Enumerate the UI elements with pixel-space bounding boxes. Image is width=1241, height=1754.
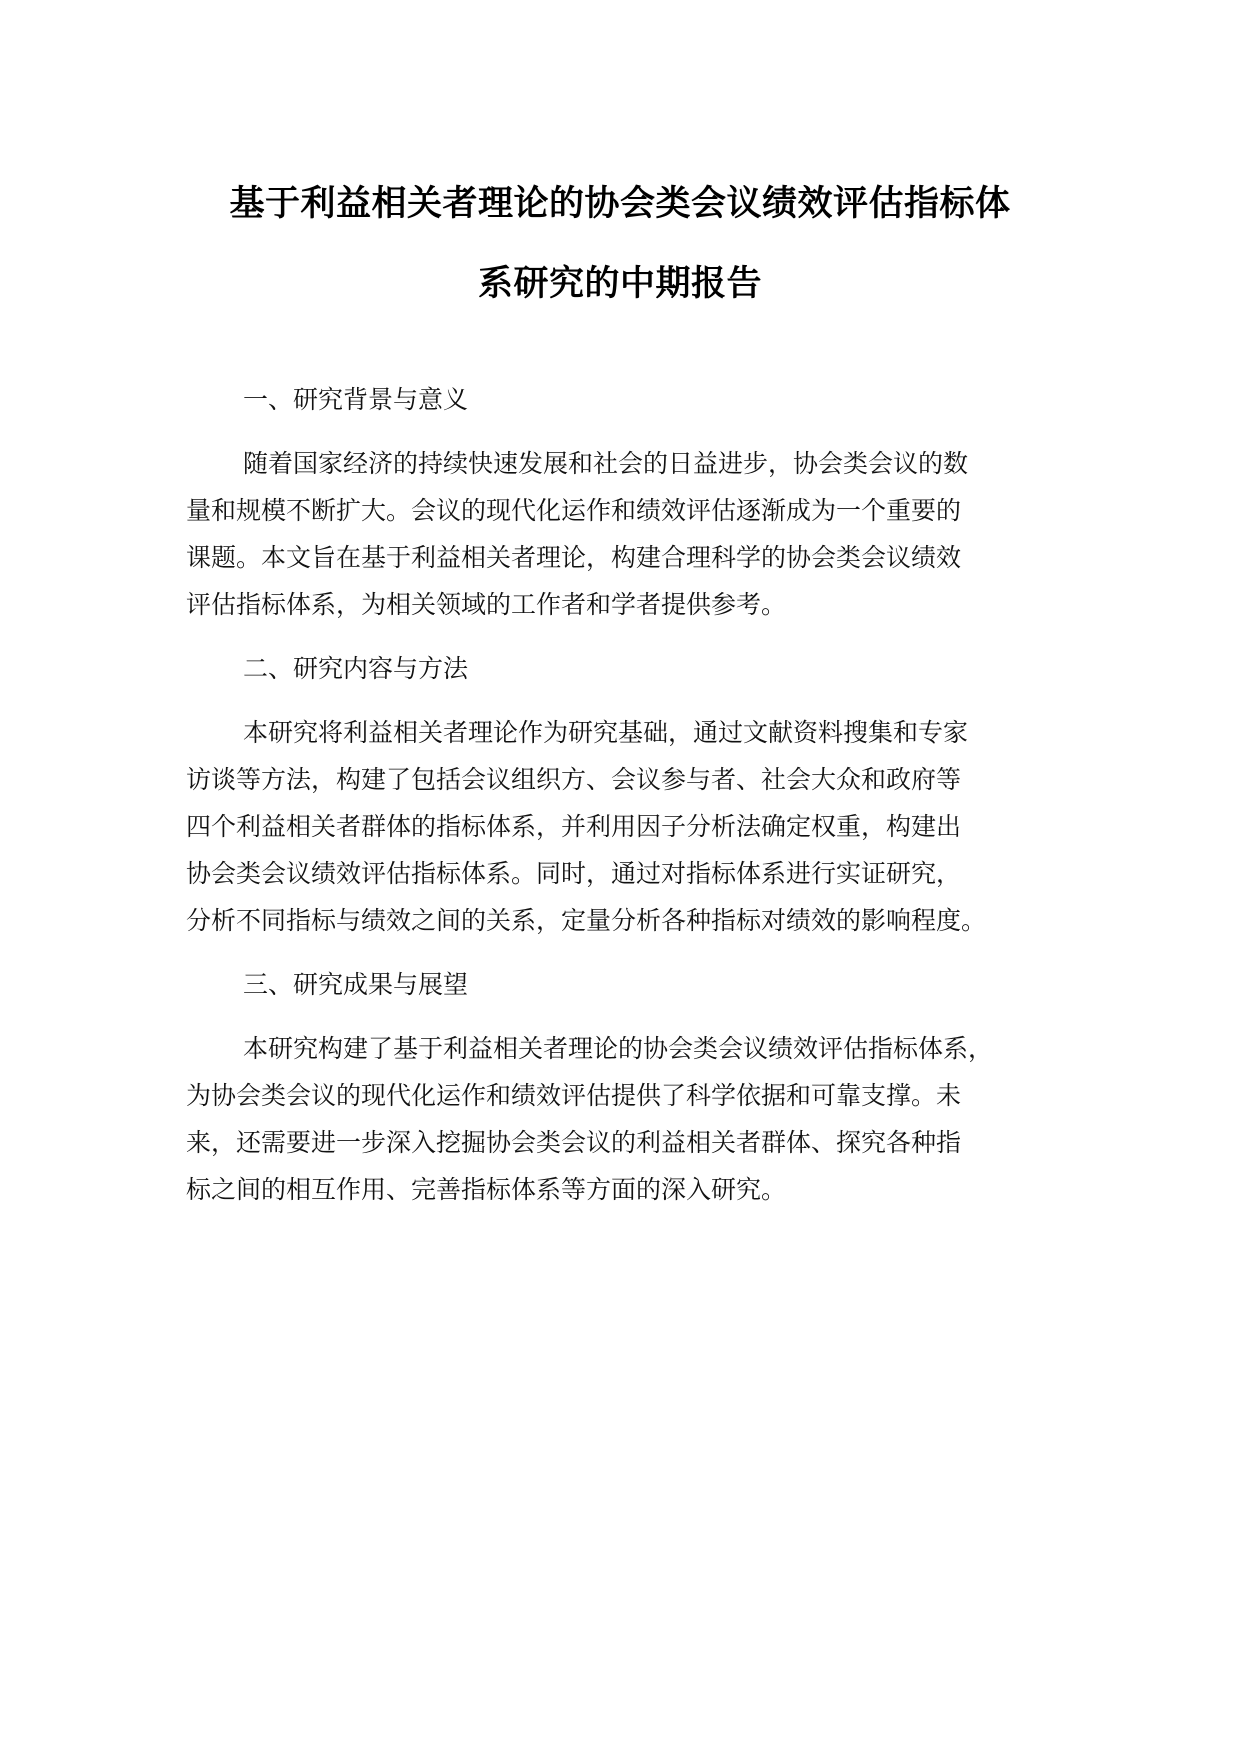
section-1-paragraph-line: 量和规模不断扩大。会议的现代化运作和绩效评估逐渐成为一个重要的 [186, 496, 962, 525]
section-2-paragraph-line: 本研究将利益相关者理论作为研究基础，通过文献资料搜集和专家 [243, 718, 969, 747]
section-1-paragraph-line: 课题。本文旨在基于利益相关者理论，构建合理科学的协会类会议绩效 [186, 543, 962, 572]
section-2-paragraph-line: 访谈等方法，构建了包括会议组织方、会议参与者、社会大众和政府等 [186, 765, 962, 794]
section-1-heading: 一、研究背景与意义 [243, 385, 469, 414]
document-title-line-2: 系研究的中期报告 [477, 264, 762, 304]
section-2-paragraph-line: 四个利益相关者群体的指标体系，并利用因子分析法确定权重，构建出 [186, 812, 962, 841]
section-2-heading: 二、研究内容与方法 [243, 654, 469, 683]
section-2-paragraph-line: 分析不同指标与绩效之间的关系，定量分析各种指标对绩效的影响程度。 [186, 906, 987, 935]
section-3-heading: 三、研究成果与展望 [243, 970, 469, 999]
section-3-paragraph-line: 标之间的相互作用、完善指标体系等方面的深入研究。 [186, 1175, 787, 1204]
section-2-paragraph-line: 协会类会议绩效评估指标体系。同时，通过对指标体系进行实证研究， [186, 859, 962, 888]
section-3-paragraph-line: 为协会类会议的现代化运作和绩效评估提供了科学依据和可靠支撑。未 [186, 1081, 962, 1110]
document-title-line-1: 基于利益相关者理论的协会类会议绩效评估指标体 [229, 184, 1011, 224]
section-1-paragraph-line: 随着国家经济的持续快速发展和社会的日益进步，协会类会议的数 [243, 449, 969, 478]
section-3-paragraph-line: 来，还需要进一步深入挖掘协会类会议的利益相关者群体、探究各种指 [186, 1128, 962, 1157]
section-1-paragraph-line: 评估指标体系，为相关领域的工作者和学者提供参考。 [186, 590, 787, 619]
section-3-paragraph-line: 本研究构建了基于利益相关者理论的协会类会议绩效评估指标体系， [243, 1034, 994, 1063]
